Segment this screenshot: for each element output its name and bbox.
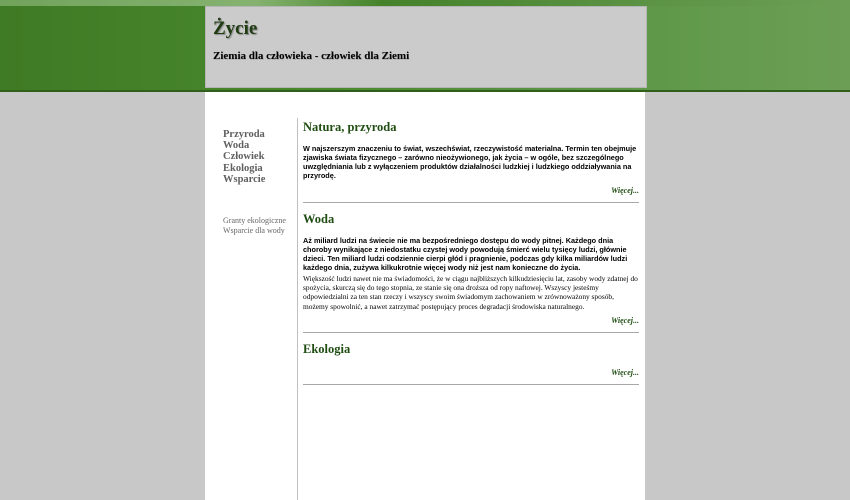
article-title: Woda bbox=[303, 212, 335, 226]
site-header bbox=[205, 6, 647, 88]
sidebar bbox=[223, 129, 298, 236]
read-more-link[interactable]: Więcej... bbox=[611, 367, 639, 377]
sidebar-item-ekologia[interactable]: Ekologia bbox=[223, 162, 263, 174]
sidebar-nav bbox=[223, 129, 298, 185]
content-page bbox=[205, 92, 645, 500]
article-divider bbox=[303, 384, 639, 385]
article-title: Ekologia bbox=[303, 341, 351, 356]
sidebar-item-przyroda[interactable]: Przyroda bbox=[223, 129, 265, 140]
sidebar-sub-links bbox=[223, 216, 298, 236]
site-title[interactable]: Życie bbox=[213, 18, 258, 39]
site-subtitle: Ziemia dla człowieka - człowiek dla Ziemi bbox=[213, 50, 410, 62]
article-woda bbox=[303, 212, 639, 333]
article-divider bbox=[303, 202, 639, 203]
article-lead: W najszerszym znaczeniu to świat, wszechświat, rzeczywistość materialna. Termin ten obejmuje zjawiska świata fizycznego – zarówno nieożywionego, jak życia – w ogóle, bez szczególnego uwzględniania lub z wyłączeniem produktów działalności ludzkiej i ludzkiego oddziaływania na przyrodę. bbox=[303, 144, 637, 180]
sidebar-item-czlowiek[interactable]: Człowiek bbox=[223, 151, 265, 163]
read-more-link[interactable]: Więcej... bbox=[611, 315, 639, 325]
article-divider bbox=[303, 332, 639, 333]
sidebar-link-wsparcie-wody[interactable]: Wsparcie dla wody bbox=[223, 226, 285, 236]
sidebar-item-wsparcie[interactable]: Wsparcie bbox=[223, 173, 266, 185]
sidebar-divider bbox=[297, 118, 298, 500]
article-title: Natura, przyroda bbox=[303, 120, 397, 134]
article-body: Większość ludzi nawet nie ma świadomości, że w ciągu najbliższych kilkudziesięciu lat, zasoby wody zdatnej do spożycia, skurczą się do tego stopnia, ze stanie się ona droższa od ropy naftowej. Wszyscy jesteśmy odpowiedzialni za ten stan rzeczy i wszyscy swoim świadomym zachowaniem w zrównoważony sposób, możemy spowolnić, a nawet zatrzymać postępujący proces degradacji środowiska naturalnego. bbox=[303, 274, 638, 311]
main-content bbox=[303, 120, 639, 385]
sidebar-link-granty[interactable]: Granty ekologiczne bbox=[223, 216, 286, 226]
article-ekologia bbox=[303, 342, 639, 385]
article-lead: Aż miliard ludzi na świecie nie ma bezpośredniego dostępu do wody pitnej. Każdego dnia choroby wynikające z niedostatku czystej wody powodują śmierć wielu tysięcy ludzi, głównie dzieci. Ten miliard ludzi codziennie cierpi głód i pragnienie, podczas gdy kilka miliardów ludzi każdego dnia, zużywa kilkukrotnie więcej wody niż jest nam konieczne do życia. bbox=[303, 236, 628, 272]
read-more-link[interactable]: Więcej... bbox=[611, 186, 639, 195]
sidebar-item-woda[interactable]: Woda bbox=[223, 140, 250, 152]
article-natura bbox=[303, 120, 639, 203]
